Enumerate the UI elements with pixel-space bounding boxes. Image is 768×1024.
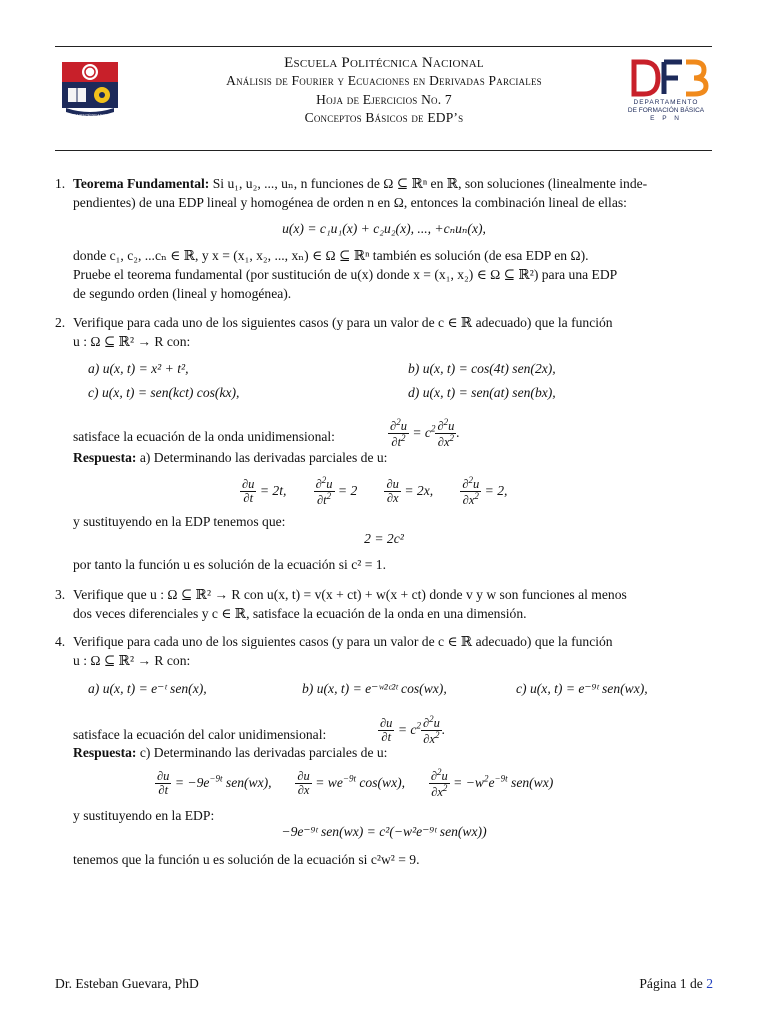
school-name: Escuela Politécnica Nacional — [284, 55, 484, 71]
item2-case-b: b) u(x, t) = cos(4t) sen(2x), — [408, 361, 556, 376]
item2-answer — [73, 450, 387, 466]
item2-line2: u : Ω ⊆ ℝ² → R con: — [73, 334, 191, 349]
footer-author: Dr. Esteban Guevara, PhD — [55, 976, 199, 991]
item1-line2: pendientes) de una EDP lineal y homogénea de orden n en Ω, entonces la combinación lineal de ellas: — [73, 195, 627, 210]
item2-answer-label: Respuesta: — [73, 450, 137, 465]
footer-page — [639, 976, 713, 992]
item4-conclusion: tenemos que la función u es solución de la ecuación si c²w² = 9. — [73, 852, 420, 867]
item-number-4: 4. — [55, 634, 66, 649]
item1-equation: u(x) = c₁u₁(x) + c₂u₂(x), ..., +cₙuₙ(x), — [282, 221, 486, 236]
item2-answer-text: a) Determinando las derivadas parciales de u: — [139, 450, 388, 465]
item2-derivatives: $\frac{\partial u}{\partial t}$ = 2t, $\frac{\partial^2u}{\partial t^2}$ = 2 $\frac{\partial u}{\partial x}$ = 2x, $\frac{\partial^2u}{\partial x^2}$ = 2, — [242, 475, 508, 508]
dfb-logo — [620, 58, 712, 128]
item4-line2: u : Ω ⊆ ℝ² → R con: — [73, 653, 191, 668]
item4-heat-text: satisface la ecuación del calor unidimensional: — [73, 727, 327, 742]
item2-line1: Verifique para cada uno de los siguientes casos (y para un valor de c ∈ ℝ adecuado) que la función — [73, 315, 613, 330]
item-number-2: 2. — [55, 315, 66, 330]
item1-line5: de segundo orden (lineal y homogénea). — [73, 286, 292, 301]
item4-case-c: c) u(x, t) = e⁻⁹ᵗ sen(wx), — [516, 681, 648, 696]
item4-case-b: b) u(x, t) = e⁻ʷ²ᶜ²ᵗ cos(wx), — [302, 681, 447, 696]
dfb-logo-line1: DEPARTAMENTO — [633, 99, 699, 106]
item2-case-d: d) u(x, t) = sen(at) sen(bx), — [408, 385, 556, 400]
heat-equation: $\frac{\partial u}{\partial t}$ = $c^2$ $\frac{\partial^2u}{\partial x^2}$ . — [380, 714, 446, 747]
epn-logo-banner: ESCUELA POLITÉCNICA NACIONAL — [64, 113, 116, 117]
item3-line1: Verifique que u : Ω ⊆ ℝ² → R con u(x, t) = v(x + ct) + w(x + ct) donde v y w son funciones al menos — [73, 587, 627, 602]
course-name: Análisis de Fourier y Ecuaciones en Derivadas Parciales — [226, 73, 542, 88]
item4-line1: Verifique para cada uno de los siguientes casos (y para un valor de c ∈ ℝ adecuado) que la función — [73, 634, 613, 649]
item1-bold-label: Teorema Fundamental: — [73, 176, 210, 191]
footer-page-prefix: Página 1 de — [639, 976, 703, 991]
item1-line4: Pruebe el teorema fundamental (por sustitución de u(x) donde x = (x₁, x₂) ∈ Ω ⊆ ℝ²) para una EDP — [73, 267, 618, 282]
item4-answer-text: c) Determinando las derivadas parciales de u: — [139, 745, 388, 760]
item4-answer — [73, 745, 387, 761]
wave-equation: $\frac{\partial^2u}{\partial t^2}$ = $c^2$ $\frac{\partial^2u}{\partial x^2}$ . — [390, 417, 460, 450]
item-number-3: 3. — [55, 587, 66, 602]
header-top-rule — [55, 46, 712, 47]
item-number-1: 1. — [55, 176, 66, 191]
item2-case-a: a) u(x, t) = x² + t², — [88, 361, 189, 376]
item1-line3: donde c₁, c₂, ...cₙ ∈ ℝ, y x = (x₁, x₂, ..., xₙ) ∈ Ω ⊆ ℝⁿ también es solución (de esa EDP en Ω). — [73, 248, 589, 263]
dfb-logo-line3: E P N — [650, 115, 682, 122]
item4-answer-label: Respuesta: — [73, 745, 137, 760]
topic-title: Conceptos Básicos de EDP’s — [304, 110, 464, 125]
item4-subst: y sustituyendo en la EDP: — [73, 808, 215, 823]
item2-case-c: c) u(x, t) = sen(kct) cos(kx), — [88, 385, 240, 400]
item2-subst: y sustituyendo en la EDP tenemos que: — [73, 514, 286, 529]
item1-line1-text: Si u₁, u₂, ..., uₙ, n funciones de Ω ⊆ ℝⁿ en ℝ, son soluciones (linealmente inde- — [212, 176, 648, 191]
item2-conclusion: por tanto la función u es solución de la ecuación si c² = 1. — [73, 557, 386, 572]
item3-line2: dos veces diferenciales y c ∈ ℝ, satisface la ecuación de la onda en una dimensión. — [73, 606, 527, 621]
dfb-logo-line2: DE FORMACIÓN BÁSICA — [627, 107, 705, 114]
item2-wave-text: satisface la ecuación de la onda unidimensional: — [73, 429, 335, 444]
item4-result-eq: −9e⁻⁹ᵗ sen(wx) = c²(−w²e⁻⁹ᵗ sen(wx)) — [281, 824, 487, 839]
item4-case-a: a) u(x, t) = e⁻ᵗ sen(x), — [88, 681, 207, 696]
footer-page-total-link[interactable]: 2 — [706, 976, 713, 991]
header-bottom-rule — [55, 150, 712, 151]
item2-result-eq: 2 = 2c² — [364, 531, 404, 546]
item1-line1 — [73, 176, 647, 192]
sheet-title: Hoja de Ejercicios No. 7 — [316, 92, 452, 107]
item4-derivatives: $\frac{\partial u}{\partial t}$ = $-9e^{-9t}$ sen(wx), $\frac{\partial u}{\partial x}$ = $we^{-9t}$ cos(wx), $\frac{\partial^2u}{\partial x^2}$ = $-w^2e^{-9t}$ sen(wx) — [157, 767, 554, 800]
